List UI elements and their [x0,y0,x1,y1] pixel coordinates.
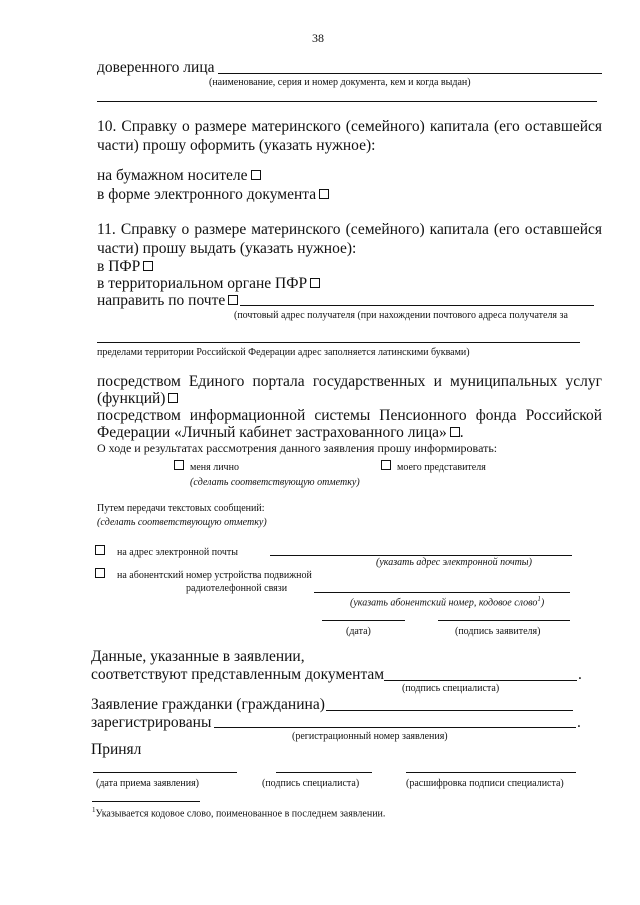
date-field[interactable] [322,620,405,621]
option-electronic[interactable] [97,186,329,204]
option-paper[interactable] [97,167,261,185]
trustee-document-field[interactable] [218,73,602,74]
me-personally-label: меня лично [190,462,239,473]
email-field[interactable] [270,555,572,556]
option-mail-checkbox[interactable] [228,295,238,305]
specialist-signature-field[interactable] [384,680,577,681]
option-pfr[interactable] [97,258,153,276]
registered-line2: зарегистрированы [91,714,212,731]
trustee-caption: (наименование, серия и номер документа, кем и когда выдан) [209,77,471,88]
pfr-system-line1: посредством информационной системы Пенсионного фонда Российской [97,407,602,424]
option-mail[interactable] [97,292,238,310]
option-portal-checkbox[interactable] [168,393,178,403]
email-checkbox[interactable] [95,545,105,555]
registration-number-field[interactable] [214,727,576,728]
footnote-mark: 1 [92,806,96,814]
section11-line1: 11. Справку о размере материнского (семейного) капитала (его оставшейся [97,221,602,238]
specialist-caption: (подпись специалиста) [262,778,360,789]
mail-address-field[interactable] [240,305,594,306]
option-pfr-checkbox[interactable] [143,261,153,271]
phone-checkbox[interactable] [95,568,105,578]
option-my-representative[interactable] [381,460,486,473]
verification-line1: Данные, указанные в заявлении, [91,648,305,665]
receipt-date-field[interactable] [93,772,237,773]
section10-line1: 10. Справку о размере материнского (семейного) капитала (его оставшейся [97,118,602,135]
trustee-document-field-line2[interactable] [97,101,597,102]
applicant-signature-field[interactable] [438,620,570,621]
phone-caption-end: ) [540,597,545,609]
section11-line2: части) прошу выдать (указать нужное): [97,240,357,257]
specialist-signature-field-2[interactable] [276,772,372,773]
verification-line2-end: . [578,666,582,683]
email-caption: (указать адрес электронной почты) [376,557,532,568]
sms-heading: Путем передачи текстовых сообщений: [97,503,265,514]
mark-hint-inform: (сделать соответствующую отметку) [190,477,360,488]
applicant-signature-caption: (подпись заявителя) [455,626,541,637]
option-mail-label: направить по почте [97,292,226,309]
portal-line2: (функций) [97,390,166,407]
accepted-label: Принял [91,741,142,758]
page-number: 38 [312,31,324,45]
transcript-field[interactable] [406,772,576,773]
transcript-caption: (расшифровка подписи специалиста) [406,778,564,789]
option-email[interactable] [95,545,238,558]
footnote-separator [92,801,200,802]
option-phone[interactable] [95,568,312,581]
phone-caption-text: (указать абонентский номер, кодовое слово [350,597,538,609]
portal-line1: посредством Единого портала государственных и муниципальных услуг [97,373,602,390]
option-electronic-label: в форме электронного документа [97,186,317,203]
option-pfr-system[interactable]: Федерации «Личный кабинет застрахованного лица» . [97,424,464,441]
phone-field[interactable] [314,592,570,593]
trustee-label: доверенного лица [97,59,215,76]
mail-caption-2: пределами территории Российской Федерации адрес заполняется латинскими буквами) [97,347,470,358]
phone-option-label-1: на абонентский номер устройства подвижной [117,570,312,581]
email-option-label: на адрес электронной почты [117,547,238,558]
option-me-personally[interactable] [174,460,239,473]
my-representative-label: моего представителя [397,462,486,473]
sms-mark-hint: (сделать соответствующую отметку) [97,517,267,528]
footnote-text: Указывается кодовое слово, поименованное в последнем заявлении. [95,808,386,820]
option-territorial-label: в территориальном органе ПФР [97,275,308,292]
phone-caption-footnote-mark: 1 [537,595,541,603]
specialist-signature-caption: (подпись специалиста) [402,683,500,694]
pfr-system-line2: Федерации «Личный кабинет застрахованного лица» [97,424,447,441]
applicant-name-field[interactable] [326,710,573,711]
mail-caption-1: (почтовый адрес получателя (при нахождении почтового адреса получателя за [234,310,568,321]
option-territorial-checkbox[interactable] [310,278,320,288]
option-paper-label: на бумажном носителе [97,167,248,184]
inform-text: О ходе и результатах рассмотрения данного заявления прошу информировать: [97,441,498,455]
registration-caption: (регистрационный номер заявления) [292,731,448,742]
registered-end: . [577,714,581,731]
my-representative-checkbox[interactable] [381,460,391,470]
option-pfr-system-checkbox[interactable] [450,427,460,437]
phone-option-label-2: радиотелефонной связи [186,583,288,594]
section10-line2: части) прошу оформить (указать нужное): [97,137,376,154]
receipt-date-caption: (дата приема заявления) [96,778,200,789]
option-pfr-label: в ПФР [97,258,141,275]
mail-address-field-line2[interactable] [97,342,580,343]
option-portal[interactable] [97,390,178,408]
date-caption: (дата) [346,626,371,637]
option-territorial[interactable] [97,275,320,293]
footnote [92,806,385,819]
verification-line2: соответствуют представленным документам [91,666,385,683]
phone-caption [350,595,544,608]
option-electronic-checkbox[interactable] [319,189,329,199]
registered-line1: Заявление гражданки (гражданина) [91,696,325,713]
me-personally-checkbox[interactable] [174,460,184,470]
option-paper-checkbox[interactable] [251,170,261,180]
